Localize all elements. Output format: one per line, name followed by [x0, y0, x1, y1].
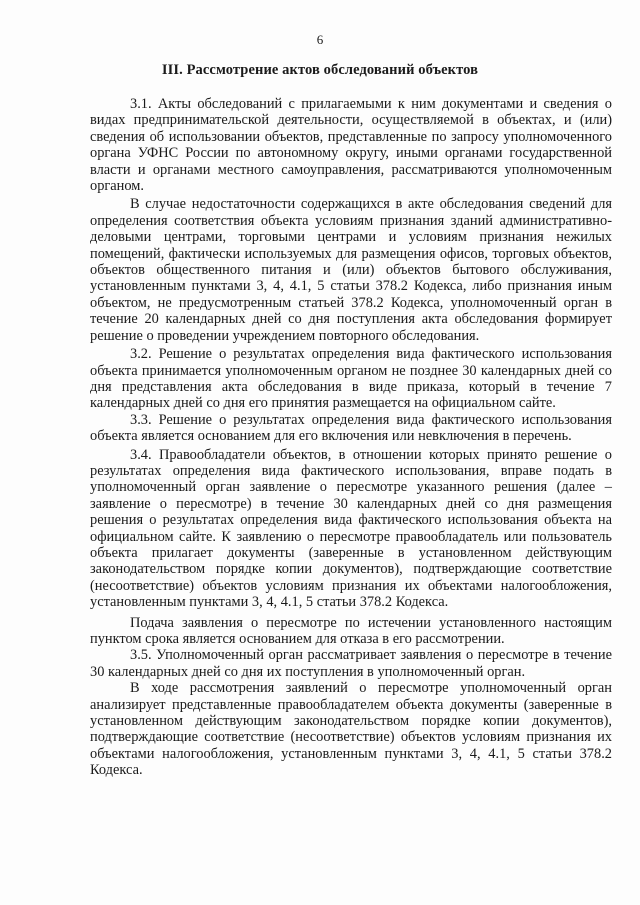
- paragraph-review-process: В ходе рассмотрения заявлений о пересмотре уполномоченный орган анализирует представленные правообладателем объекта документы (заверенные в установленном действующим законодательством порядке копии документов), подтверждающие соответствие (несоответствие) объектов условиям признания их объектами налогообложения, установленным пунктами 3, 4, 4.1, 5 статьи 378.2 Кодекса.: [90, 680, 612, 779]
- paragraph-3-1: 3.1. Акты обследований с прилагаемыми к ним документами и сведения о видах предпринимательской деятельности, осуществляемой в объектах, и (или) сведения об использовании объектов, представленные по запросу уполномоченного органа УФНС России по автономному округу, иными органами государственной власти и органами местного самоуправления, рассматриваются уполномоченным органом.: [90, 96, 612, 195]
- page-number: 6: [316, 32, 324, 47]
- document-body: [90, 96, 612, 779]
- paragraph-3-2: 3.2. Решение о результатах определения вида фактического использования объекта принимается уполномоченным органом не позднее 30 календарных дней со дня представления акта обследования в виде приказа, который в течение 7 календарных дней со дня его принятия размещается на официальном сайте.: [90, 346, 612, 412]
- paragraph-3-5: 3.5. Уполномоченный орган рассматривает заявления о пересмотре в течение 30 календарных дней со дня их поступления в уполномоченный орган.: [90, 647, 612, 680]
- section-title: III. Рассмотрение актов обследований объектов: [161, 62, 479, 78]
- paragraph-filing-deadline: Подача заявления о пересмотре по истечении установленного настоящим пунктом срока является основанием для отказа в его рассмотрении.: [90, 614, 612, 647]
- paragraph-3-3: 3.3. Решение о результатах определения вида фактического использования объекта является основанием для его включения или невключения в перечень.: [90, 411, 612, 445]
- paragraph-insufficient-info: В случае недостаточности содержащихся в акте обследования сведений для определения соответствия объекта условиям признания зданий административно-деловыми центрами, торговыми центрами и условиям признания нежилых помещений, фактически используемых для размещения офисов, торговых объектов, объектов общественного питания и (или) объектов бытового обслуживания, установленным пунктами 3, 4, 4.1, 5 статьи 378.2 Кодекса, либо признания иным объектом, не предусмотренным статьей 378.2 Кодекса, уполномоченный орган в течение 20 календарных дней со дня поступления акта обследования формирует решение о проведении учреждением повторного обследования.: [90, 196, 612, 344]
- paragraph-3-4: 3.4. Правообладатели объектов, в отношении которых принято решение о результатах определения вида фактического использования, вправе подать в уполномоченный орган заявление о пересмотре указанного решения (далее – заявление о пересмотре) в течение 30 календарных дней со дня размещения решения о результатах определения вида фактического использования объекта на официальном сайте. К заявлению о пересмотре правообладатель или пользователь объекта прилагает документы (заверенные в установленном действующим законодательством порядке копии документов), подтверждающие соответствие (несоответствие) объектов условиям признания их объектами налогообложения, установленным пунктами 3, 4, 4.1, 5 статьи 378.2 Кодекса.: [90, 446, 612, 611]
